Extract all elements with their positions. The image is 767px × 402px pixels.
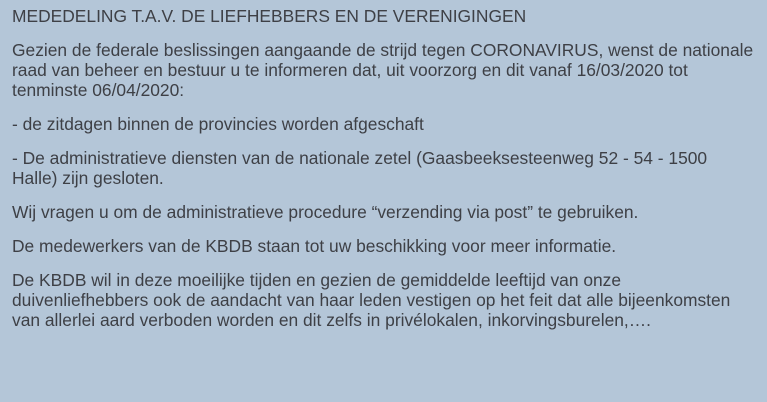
notice-paragraph-postal-procedure: Wij vragen u om de administratieve procedure “verzending via post” te gebruiken. <box>12 202 639 222</box>
notice-paragraph-staff-available: De medewerkers van de KBDB staan tot uw beschikking voor meer informatie. <box>12 236 617 256</box>
notice-paragraph-intro: Gezien de federale beslissingen aangaande de strijd tegen CORONAVIRUS, wenst de nationale raad van beheer en bestuur u te informeren dat, uit voorzorg en dit vanaf 16/03/2020 tot tenminste 06/04/2020: <box>12 40 754 100</box>
notice-paragraph-sessions-cancelled: - de zitdagen binnen de provincies worden afgeschaft <box>12 114 424 134</box>
notice-title: MEDEDELING T.A.V. DE LIEFHEBBERS EN DE VERENIGINGEN <box>12 6 527 26</box>
notice-paragraph-gatherings-banned: De KBDB wil in deze moeilijke tijden en gezien de gemiddelde leeftijd van onze duivenliefhebbers ook de aandacht van haar leden vestigen op het feit dat alle bijeenkomsten van allerlei aard verboden worden en dit zelfs in privélokalen, inkorvingsburelen,…. <box>12 270 731 330</box>
notice-paragraph-services-closed: - De administratieve diensten van de nationale zetel (Gaasbeeksesteenweg 52 - 54 - 1500 Halle) zijn gesloten. <box>12 148 708 188</box>
